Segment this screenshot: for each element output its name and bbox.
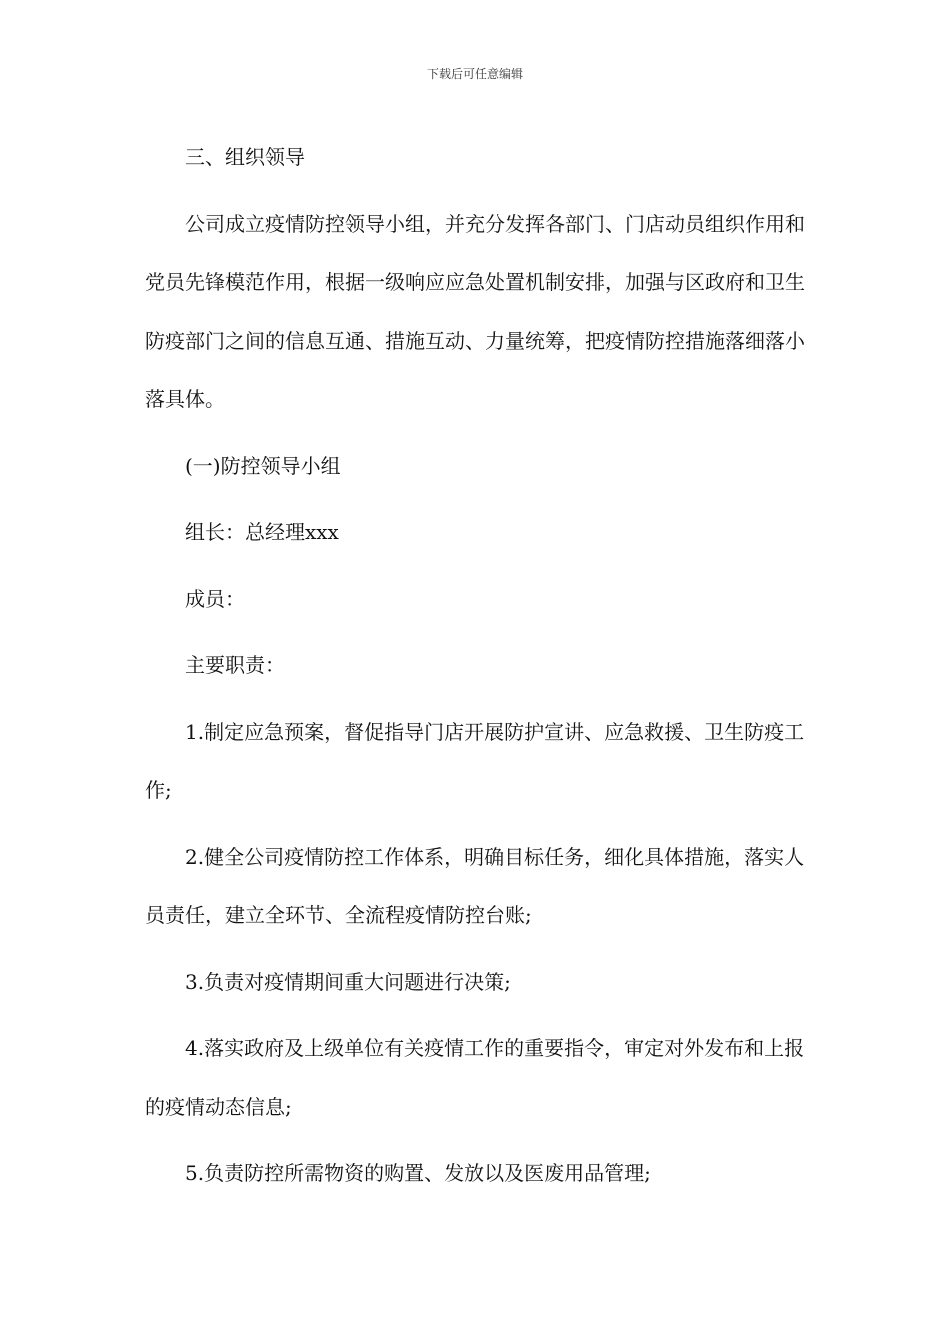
subsection-heading: (一)防控领导小组 [185, 453, 341, 478]
document-body [145, 128, 810, 1211]
duty-item: 4.落实政府及上级单位有关疫情工作的重要指令，审定对外发布和上报的疫情动态信息; [145, 1036, 805, 1119]
duty-item: 1.制定应急预案，督促指导门店开展防护宣讲、应急救援、卫生防疫工作; [145, 719, 805, 802]
leader-line: 组长：总经理xxx [185, 520, 339, 544]
page-header: 下载后可任意编辑 [426, 67, 523, 81]
body-paragraph: 公司成立疫情防控领导小组，并充分发挥各部门、门店动员组织作用和党员先锋模范作用，根据一级响应应急处置机制安排，加强与区政府和卫生防疫部门之间的信息互通、措施互动、力量统筹，把疫情防控措施落细落小落具体。 [145, 211, 805, 411]
duty-item: 3.负责对疫情期间重大问题进行决策; [185, 969, 511, 994]
duty-item: 5.负责防控所需物资的购置、发放以及医废用品管理; [185, 1161, 651, 1185]
section-heading: 三、组织领导 [185, 145, 305, 169]
members-line: 成员： [185, 586, 245, 611]
duty-item: 2.健全公司疫情防控工作体系，明确目标任务，细化具体措施，落实人员责任，建立全环节、全流程疫情防控台账; [145, 844, 805, 927]
duties-heading: 主要职责： [185, 653, 285, 677]
